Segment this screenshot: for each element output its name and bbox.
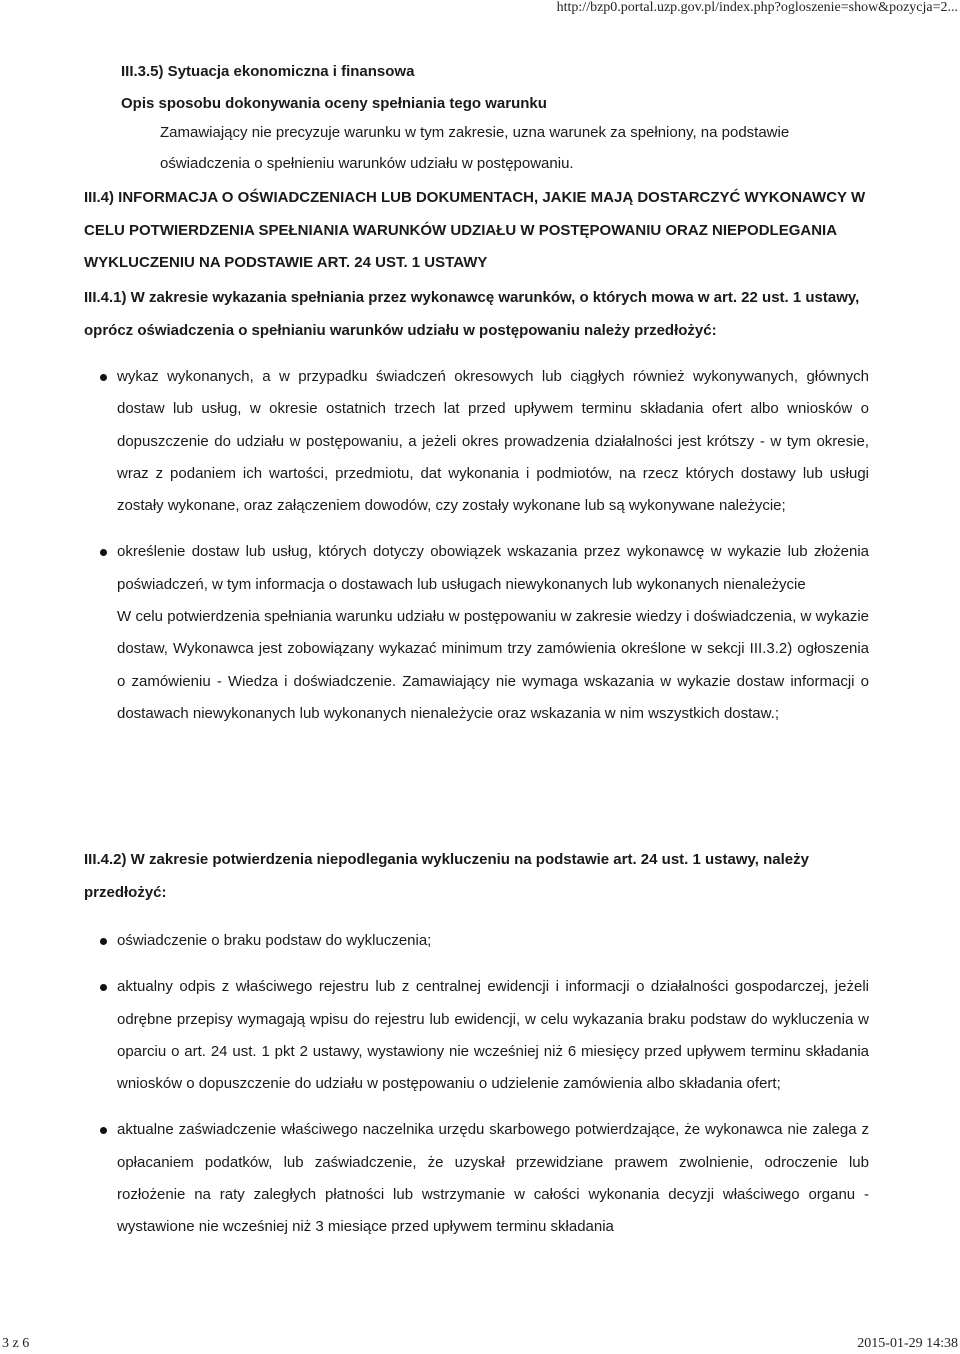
list-item-text: oświadczenie o braku podstaw do wykluczenia; [117, 932, 432, 949]
print-datetime: 2015-01-29 14:38 [857, 1336, 958, 1351]
list-item-text: określenie dostaw lub usług, których dotyczy obowiązek wskazania przez wykonawcę w wykazie lub złożenia poświadczeń, w tym informacja o dostawach lub usługach niewykonanych lub wykonanych nienależycie [117, 543, 869, 593]
section-title-3-3-5: III.3.5) Sytuacja ekonomiczna i finansowa [121, 63, 415, 80]
list-item-text: aktualny odpis z właściwego rejestru lub z centralnej ewidencji i informacji o działalności gospodarczej, jeżeli odrębne przepisy wymagają wpisu do rejestru lub ewidencji, w celu wykazania braku podstaw do wykluczenia w oparciu o art. 24 ust. 1 pkt 2 ustawy, wystawiony nie wcześniej niż 6 miesięcy przed upływem terminu składania wniosków o dopuszczenie do udziału w postępowaniu o udzielenie zamówienia albo składania ofert; [117, 978, 869, 1093]
bullet-icon [100, 1127, 107, 1134]
requirements-list-3-4-2 [117, 925, 869, 1244]
bullet-icon [100, 374, 107, 381]
list-item [117, 536, 869, 730]
list-item [117, 971, 869, 1100]
requirements-list-3-4-1 [117, 361, 869, 730]
section-subtitle: Opis sposobu dokonywania oceny spełniania tego warunku [121, 95, 547, 112]
list-item-text: wykaz wykonanych, a w przypadku świadczeń okresowych lub ciągłych również wykonywanych, głównych dostaw lub usług, w okresie ostatnich trzech lat przed upływem terminu składania ofert albo wniosków o dopuszczenie do udziału w postępowaniu, a jeżeli okres prowadzenia działalności jest krótszy - w tym okresie, wraz z podaniem ich wartości, przedmiotu, dat wykonania i podmiotów, na rzecz których dostawy lub usługi zostały wykonane, oraz załączeniem dowodów, czy zostały wykonane lub są wykonywane należycie; [117, 368, 869, 515]
browser-url: http://bzp0.portal.uzp.gov.pl/index.php?ogloszenie=show&pozycja=2... [556, 0, 958, 15]
bullet-icon [100, 984, 107, 991]
bullet-icon [100, 938, 107, 945]
section-text-3-3-5: Zamawiający nie precyzuje warunku w tym zakresie, uzna warunek za spełniony, na podstawie oświadczenia o spełnieniu warunków udziału w postępowaniu. [160, 124, 790, 172]
page-number: 3 z 6 [2, 1336, 30, 1351]
list-item-note: W celu potwierdzenia spełniania warunku udziału w postępowaniu w zakresie wiedzy i doświadczenia, w wykazie dostaw, Wykonawca jest zobowiązany wykazać minimum trzy zamówienia określone w sekcji III.3.2) ogłoszenia o zamówieniu - Wiedza i doświadczenie. Zamawiający nie wymaga wskazania w wykazie dostaw informacji o dostawach niewykonanych lub wykonanych nienależycie oraz wskazania w nim wszystkich dostaw.; [117, 608, 869, 722]
list-item [117, 925, 869, 957]
list-item-text: aktualne zaświadczenie właściwego naczelnika urzędu skarbowego potwierdzające, że wykonawca nie zalega z opłacaniem podatków, lub zaświadczenie, że uzyskał przewidziane prawem zwolnienie, odroczenie lub rozłożenie na raty zaległych płatności lub wstrzymanie w całości wykonania decyzji właściwego organu - wystawione nie wcześniej niż 3 miesiące przed upływem terminu składania [117, 1121, 869, 1236]
section-title-3-4-1: III.4.1) W zakresie wykazania spełniania przez wykonawcę warunków, o których mowa w art. 22 ust. 1 ustawy, oprócz oświadczenia o spełnianiu warunków udziału w postępowaniu należy przedłożyć: [84, 289, 860, 339]
list-item [117, 1114, 869, 1243]
section-title-3-4-2: III.4.2) W zakresie potwierdzenia niepodlegania wykluczeniu na podstawie art. 24 ust. 1 ustawy, należy przedłożyć: [84, 851, 809, 901]
list-item [117, 361, 869, 522]
bullet-icon [100, 549, 107, 556]
section-title-3-4: III.4) INFORMACJA O OŚWIADCZENIACH LUB DOKUMENTACH, JAKIE MAJĄ DOSTARCZYĆ WYKONAWCY W CELU POTWIERDZENIA SPEŁNIANIA WARUNKÓW UDZIAŁU W POSTĘPOWANIU ORAZ NIEPODLEGANIA WYKLUCZENIU NA PODSTAWIE ART. 24 UST. 1 USTAWY [84, 189, 866, 271]
